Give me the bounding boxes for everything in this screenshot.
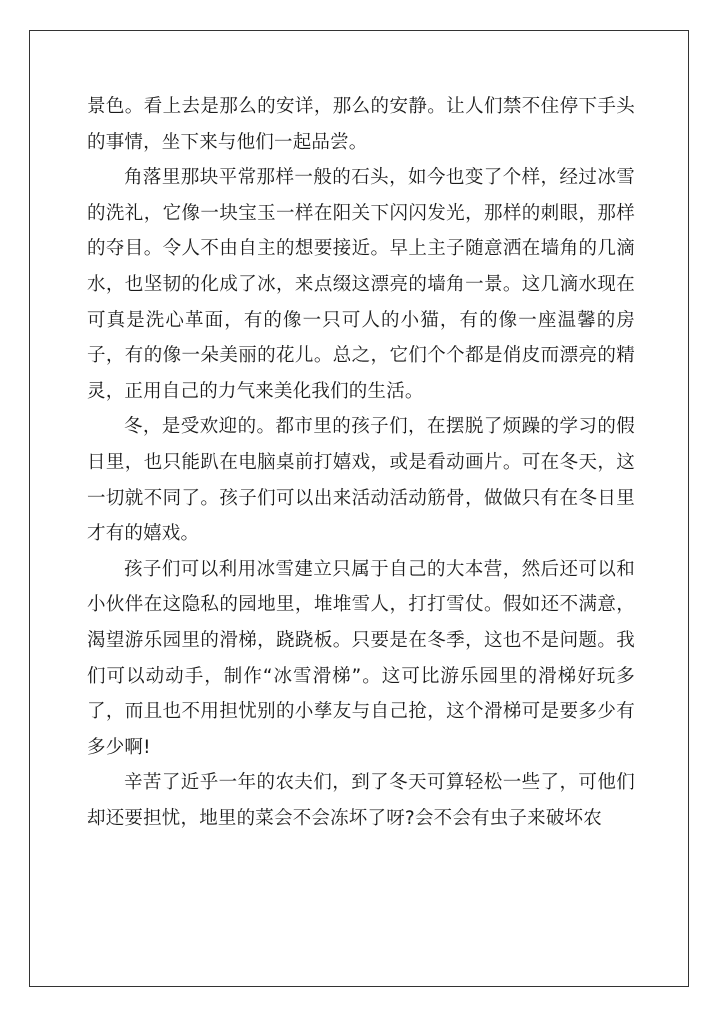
paragraph: 孩子们可以利用冰雪建立只属于自己的大本营，然后还可以和小伙伴在这隐私的园地里，堆堆雪人，打打雪仗。假如还不满意，渴望游乐园里的滑梯，跷跷板。只要是在冬季，这也不是问题。我们可以动动手，制作“冰雪滑梯”。这可比游乐园里的滑梯好玩多了，而且也不用担忧别的小孳友与自己抢，这个滑梯可是要多少有多少啊! (87, 558, 635, 758)
document-body (87, 89, 635, 836)
paragraph: 角落里那块平常那样一般的石头，如今也变了个样，经过冰雪的洗礼，它像一块宝玉一样在阳关下闪闪发光，那样的刺眼，那样的夺目。令人不由自主的想要接近。早上主子随意洒在墙角的几滴水，也坚韧的化成了冰，来点缀这漂亮的墙角一景。这几滴水现在可真是洗心革面，有的像一只可人的小猫，有的像一座温馨的房子，有的像一朵美丽的花儿。总之，它们个个都是俏皮而漂亮的精灵，正用自己的力气来美化我们的生活。 (87, 167, 635, 402)
paragraph: 景色。看上去是那么的安详，那么的安静。让人们禁不住停下手头的事情，坐下来与他们一起品尝。 (87, 96, 635, 153)
paragraph: 辛苦了近乎一年的农夫们，到了冬天可算轻松一些了，可他们却还要担忧，地里的菜会不会冻坏了呀?会不会有虫子来破坏农 (87, 772, 635, 829)
paragraph: 冬，是受欢迎的。都市里的孩子们，在摆脱了烦躁的学习的假日里，也只能趴在电脑桌前打嬉戏，或是看动画片。可在冬天，这一切就不同了。孩子们可以出来活动活动筋骨，做做只有在冬日里才有的嬉戏。 (87, 416, 635, 545)
